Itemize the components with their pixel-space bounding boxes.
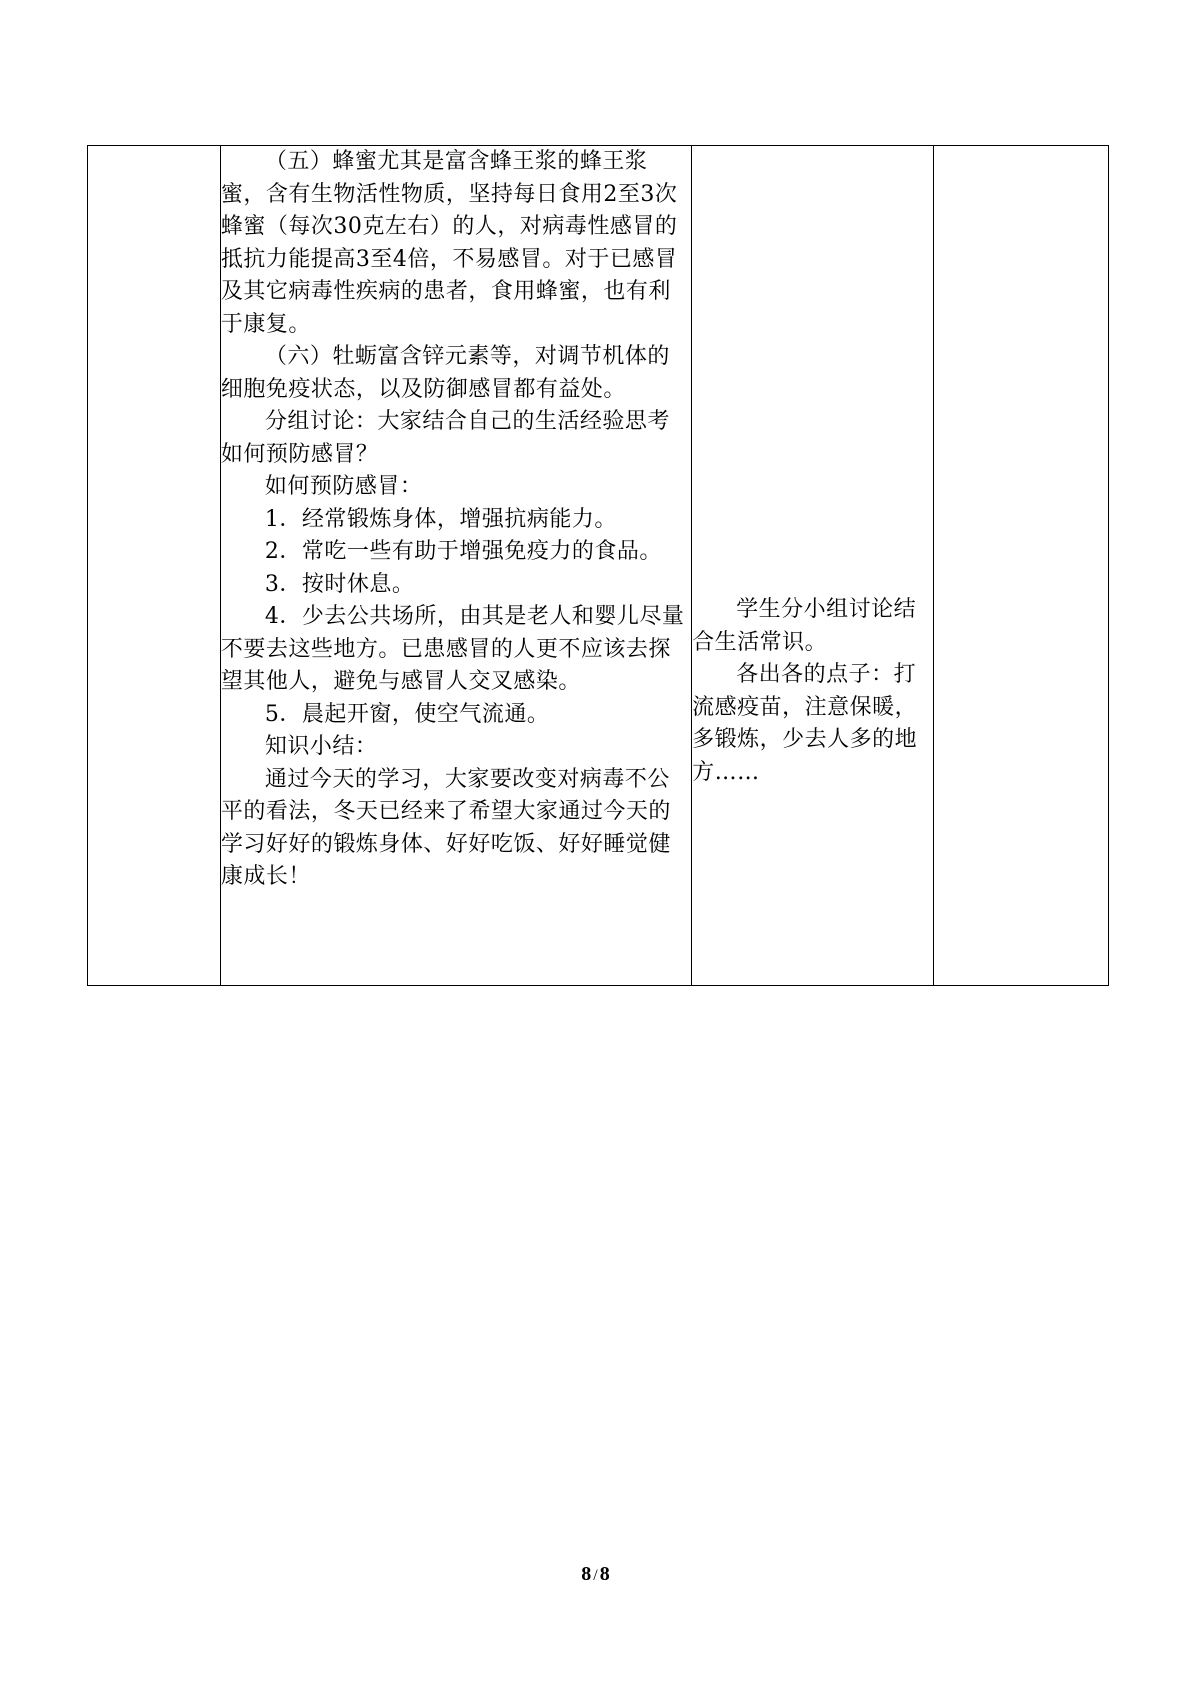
paragraph-student-discussion: 学生分小组讨论结合生活常识。: [692, 597, 917, 655]
student-activity-cell: [692, 146, 934, 986]
page-separator: /: [593, 1567, 598, 1584]
list-item-exercise: 1．经常锻炼身体，增强抗病能力。: [264, 506, 617, 532]
teacher-activity-cell: [220, 146, 691, 986]
page-number: [0, 1563, 1191, 1586]
paragraph-summary-heading: 知识小结：: [264, 734, 378, 759]
list-item-ventilation: 5．晨起开窗，使空气流通。: [264, 701, 550, 727]
stage-cell: [88, 146, 221, 986]
paragraph-summary: 通过今天的学习，大家要改变对病毒不公平的看法，冬天已经来了希望大家通过今天的学习好好的锻炼身体、好好吃饭、好好睡觉健康成长！: [220, 766, 671, 889]
paragraph-oyster: （六）牡蛎富含锌元素等，对调节机体的细胞免疫状态，以及防御感冒都有益处。: [220, 344, 670, 402]
lesson-plan-table: [87, 145, 1109, 986]
list-item-food: 2．常吃一些有助于增强免疫力的食品。: [264, 539, 662, 564]
total-pages: 8: [599, 1563, 610, 1585]
paragraph-prevention-heading: 如何预防感冒：: [264, 474, 423, 499]
list-item-rest: 3．按时休息。: [264, 571, 415, 597]
paragraph-honey: （五）蜂蜜尤其是富含蜂王浆的蜂王浆蜜，含有生物活性物质，坚持每日食用2至3次蜂蜜（每次30克左右）的人，对病毒性感冒的抵抗力能提高3至4倍，不易感冒。对于已感冒及其它病毒性疾病的患者，食用蜂蜜，也有利于康复。: [220, 149, 678, 337]
table-row: [88, 146, 1109, 986]
paragraph-group-discussion: 分组讨论：大家结合自己的生活经验思考如何预防感冒？: [220, 409, 670, 467]
paragraph-student-ideas: 各出各的点子：打流感疫苗，注意保暖，多锻炼，少去人多的地方……: [692, 662, 918, 785]
list-item-public-places: 4．少去公共场所，由其是老人和婴儿尽量不要去这些地方。已患感冒的人更不应该去探望其他人，避免与感冒人交叉感染。: [220, 604, 685, 694]
current-page: 8: [581, 1563, 592, 1585]
notes-cell: [933, 146, 1108, 986]
